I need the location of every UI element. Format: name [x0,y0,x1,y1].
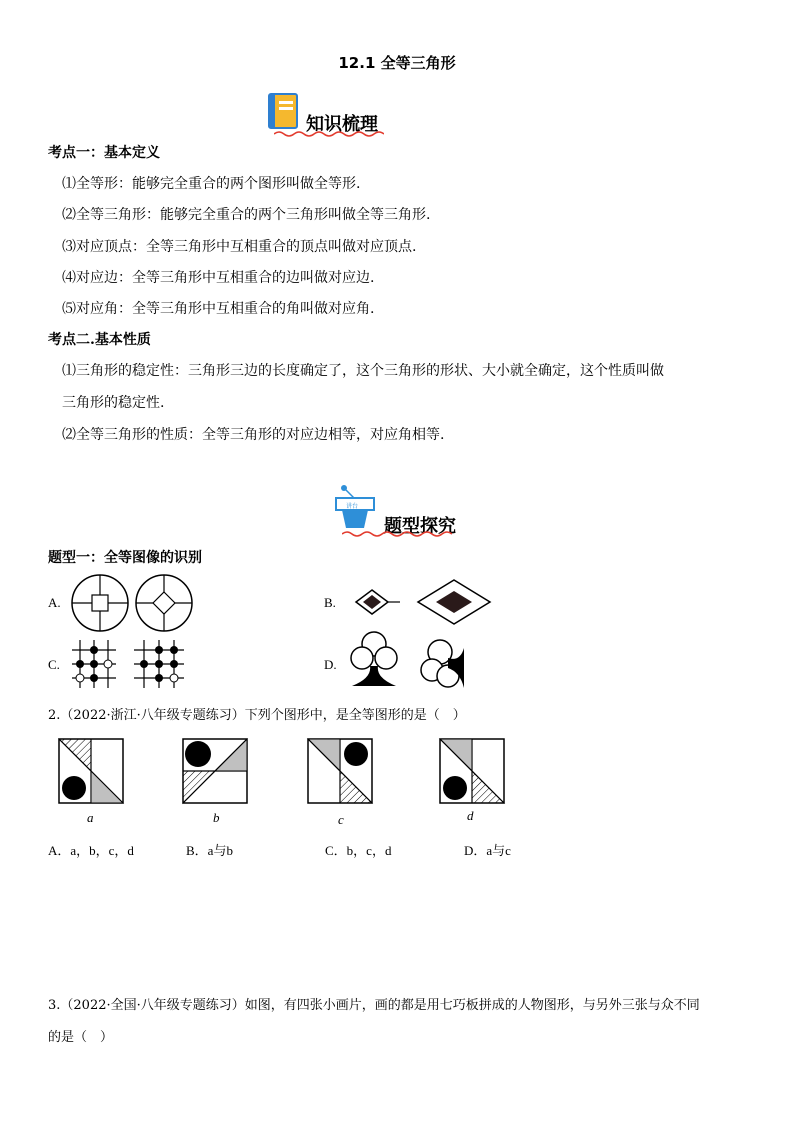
banner-types-text: 题型探究 [384,516,456,537]
podium-label: 讲台 [346,503,359,510]
book-icon [266,92,302,132]
figure-c [308,739,372,803]
question-2-stem: 2.（2022·浙江·八年级专题练习）下列个图形中，是全等图形的是（ ） [48,708,466,723]
page-title: 12.1 全等三角形 [338,54,456,72]
figure-b-caption: b [213,810,220,825]
q1-option-c-label: C. [48,657,60,672]
section-heading-1: 考点一：基本定义 [48,145,160,161]
figure-b [183,739,247,803]
banner-knowledge [264,92,394,136]
banner-underline [342,530,452,538]
figure-a [59,739,123,803]
definition-4: ⑷对应边：全等三角形中互相重合的边叫做对应边. [62,270,375,286]
q1-option-a-figure [70,571,220,635]
q1-option-a-label: A. [48,595,61,610]
question-3-line-1: 3.（2022·全国·八年级专题练习）如图，有四张小画片，画的都是用七巧板拼成的人物图形，与另外三张与众不同 [48,998,700,1013]
q1-option-d-label: D. [324,657,337,672]
q1-option-d-figure [344,622,494,692]
banner-knowledge-text: 知识梳理 [306,114,378,135]
type-heading-1: 题型一：全等图像的识别 [48,550,202,566]
q1-option-c-figure [68,636,198,692]
q1-option-b-label: B. [324,595,336,610]
q2-figures [58,738,518,808]
property-1: ⑴三角形的稳定性：三角形三边的长度确定了，这个三角形的形状、大小就全确定，这个性质叫做 [62,363,664,379]
definition-2: ⑵全等三角形：能够完全重合的两个三角形叫做全等三角形. [62,207,431,223]
figure-d [440,739,504,803]
banner-underline [274,130,384,138]
q2-option-d: D．a与c [464,843,511,858]
definition-1: ⑴全等形：能够完全重合的两个图形叫做全等形. [62,176,361,192]
q1-option-b-figure [344,578,504,628]
banner-types [334,484,464,537]
section-heading-2: 考点二.基本性质 [48,332,151,348]
definition-3: ⑶对应顶点：全等三角形中互相重合的顶点叫做对应顶点. [62,239,417,255]
question-3-line-2: 的是（ ） [48,1030,114,1045]
property-2: ⑵全等三角形的性质：全等三角形的对应边相等，对应角相等. [62,427,445,443]
figure-a-caption: a [87,810,94,825]
property-1-cont: 三角形的稳定性. [62,395,165,411]
figure-d-caption: d [467,808,474,823]
figure-c-caption: c [338,812,344,827]
q2-option-a: A．a，b，c，d [48,843,134,858]
q2-option-c: C．b，c，d [325,843,392,858]
definition-5: ⑸对应角：全等三角形中互相重合的角叫做对应角. [62,301,375,317]
q2-option-b: B．a与b [186,843,233,858]
